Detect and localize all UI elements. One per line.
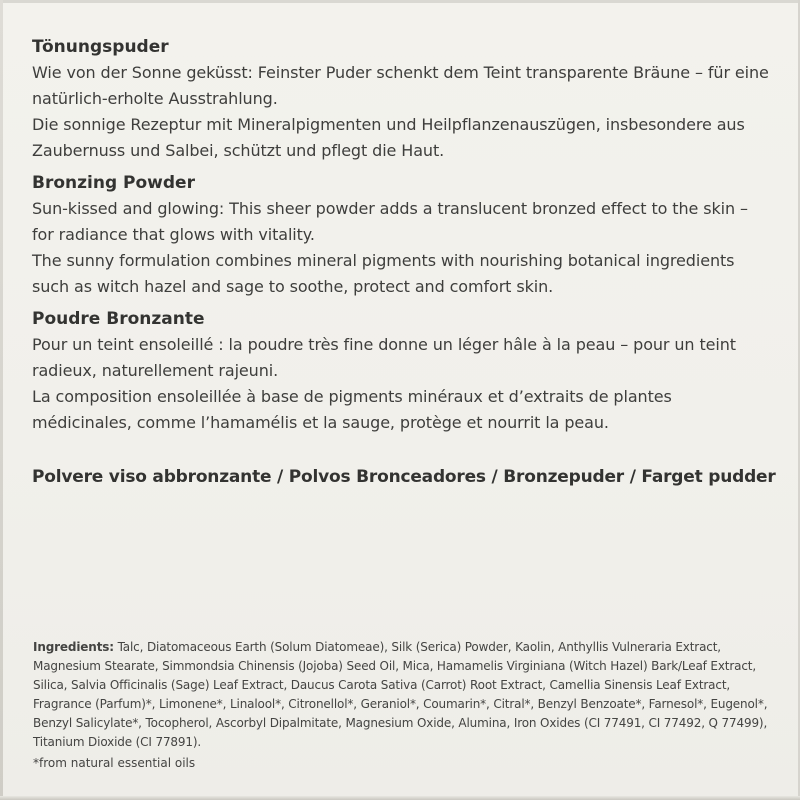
section-paragraph: The sunny formulation combines mineral pigments with nourishing botanical ingredients such as witch hazel and sage to soothe, protect and comfort skin. — [32, 251, 735, 296]
section-paragraph: La composition ensoleillée à base de pigments minéraux et d’extraits de plantes médicinales, comme l’hamamélis et la sauge, protège et nourrit la peau. — [32, 387, 672, 432]
section-heading: Poudre Bronzante — [32, 309, 205, 329]
section-english — [32, 170, 772, 300]
section-paragraph: Wie von der Sonne geküsst: Feinster Puder schenkt dem Teint transparente Bräune – für eine natürlich-erholte Ausstrahlung. — [32, 63, 769, 108]
section-french — [32, 306, 772, 436]
ingredients-footnote: *from natural essential oils — [33, 756, 196, 770]
section-heading: Bronzing Powder — [32, 173, 195, 193]
ingredients-label: Ingredients: — [33, 640, 114, 654]
section-german — [32, 34, 772, 164]
section-heading: Tönungspuder — [32, 37, 169, 57]
box-edge-left — [0, 0, 3, 800]
ingredients-list — [33, 638, 773, 752]
ingredients-text: Talc, Diatomaceous Earth (Solum Diatomeae), Silk (Serica) Powder, Kaolin, Anthyllis Vulneraria Extract, Magnesium Stearate, Simmondsia Chinensis (Jojoba) Seed Oil, Mica, Hamamelis Virginiana (Witch Hazel) Bark/Leaf Extract, Silica, Salvia Officinalis (Sage) Leaf Extract, Daucus Carota Sativa (Carrot) Root Extract, Camellia Sinensis Leaf Extract, Fragrance (Parfum)*, Limonene*, Linalool*, Citronellol*, Geraniol*, Coumarin*, Citral*, Benzyl Benzoate*, Farnesol*, Eugenol*, Benzyl Salicylate*, Tocopherol, Ascorbyl Dipalmitate, Magnesium Oxide, Alumina, Iron Oxides (CI 77491, CI 77492, Q 77499), Titanium Dioxide (CI 77891). — [33, 640, 768, 749]
box-edge-bottom — [0, 796, 800, 800]
multilingual-product-names: Polvere viso abbronzante / Polvos Bronceadores / Bronzepuder / Farget pudder — [32, 467, 776, 487]
box-edge-top — [0, 0, 800, 3]
section-paragraph: Die sonnige Rezeptur mit Mineralpigmenten und Heilpflanzenauszügen, insbesondere aus Zaubernuss und Salbei, schützt und pflegt die Haut. — [32, 115, 745, 160]
section-paragraph: Pour un teint ensoleillé : la poudre très fine donne un léger hâle à la peau – pour un teint radieux, naturellement rajeuni. — [32, 335, 736, 380]
section-paragraph: Sun-kissed and glowing: This sheer powder adds a translucent bronzed effect to the skin – for radiance that glows with vitality. — [32, 199, 748, 244]
description-panel — [32, 34, 772, 442]
